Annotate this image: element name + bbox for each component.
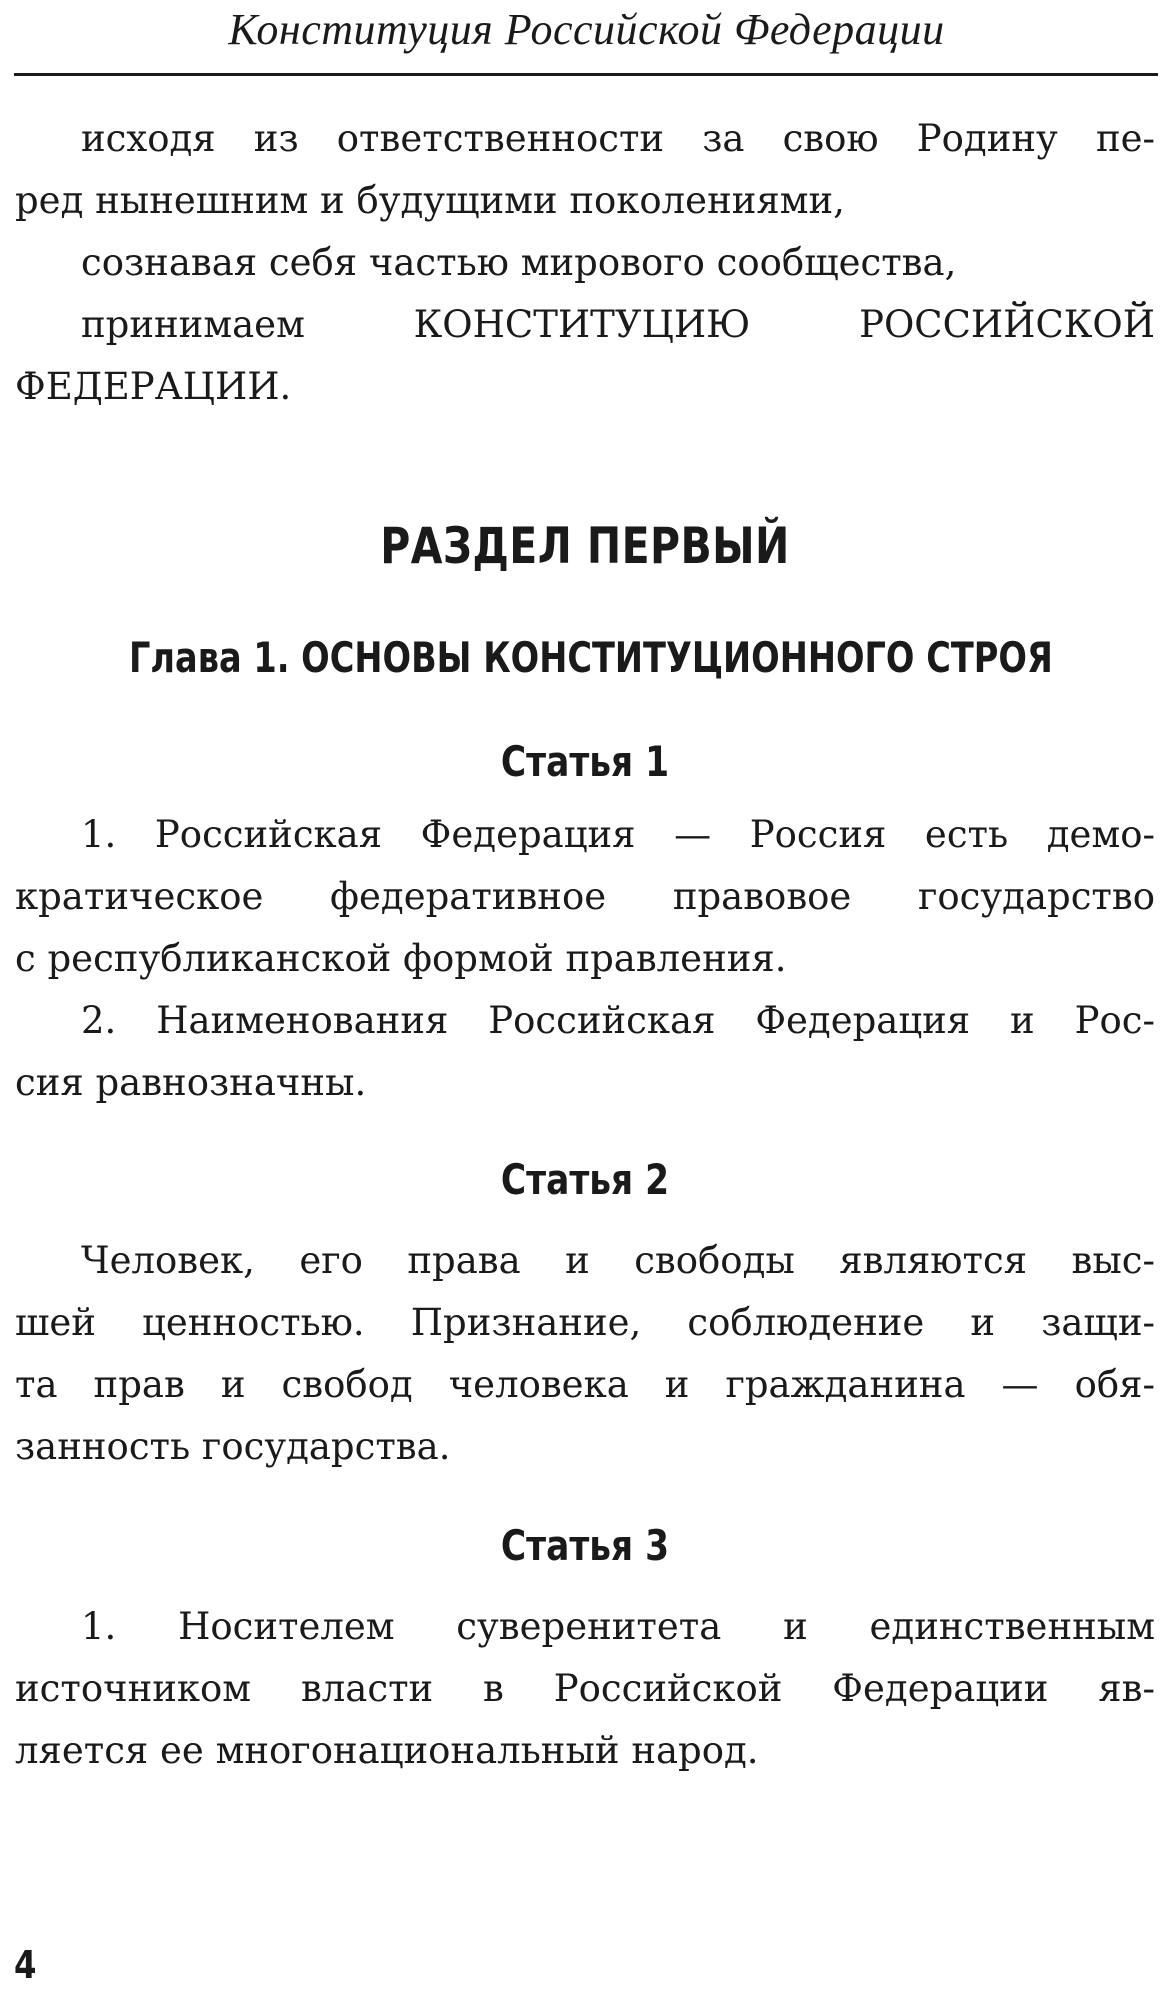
- header-rule: [14, 73, 1158, 76]
- section-title: РАЗДЕЛ ПЕРВЫЙ: [380, 517, 790, 575]
- article-text: [15, 1230, 1155, 1478]
- article-line: кратическое федеративное правовое государство: [15, 875, 1155, 918]
- preamble-line: исходя из ответственности за свою Родину пе-: [81, 117, 1155, 160]
- article-title: Статья 1: [500, 737, 670, 786]
- preamble-line: принимаем КОНСТИТУЦИЮ РОССИЙСКОЙ: [81, 303, 1155, 346]
- page-number: 4: [14, 1943, 37, 1987]
- article-line: занность государства.: [15, 1425, 451, 1468]
- article-line: Человек, его права и свободы являются выс-: [81, 1239, 1155, 1282]
- running-header: Конституция Российской Федерации: [228, 5, 945, 54]
- article-line: источником власти в Российской Федерации яв-: [15, 1667, 1155, 1710]
- article-line: 1. Носителем суверенитета и единственным: [81, 1605, 1155, 1648]
- article-line: 1. Российская Федерация — Россия есть демо-: [81, 813, 1155, 856]
- preamble-line: ред нынешним и будущими поколениями,: [15, 179, 845, 222]
- chapter-title: Глава 1. ОСНОВЫ КОНСТИТУЦИОННОГО СТРОЯ: [129, 633, 1053, 682]
- article-line: 2. Наименования Российская Федерация и Рос-: [81, 999, 1155, 1042]
- preamble-line: ФЕДЕРАЦИИ.: [15, 365, 292, 408]
- article-text: [15, 1596, 1155, 1782]
- preamble-line: сознавая себя частью мирового сообщества,: [81, 241, 957, 284]
- article-line: та прав и свобод человека и гражданина — обя-: [15, 1363, 1155, 1406]
- article-line: сия равнозначны.: [15, 1061, 367, 1104]
- page-content: [15, 108, 1155, 1782]
- article-line: ляется ее многонациональный народ.: [15, 1729, 759, 1772]
- preamble-paragraph: [15, 108, 1155, 418]
- article-text: [15, 804, 1155, 1114]
- article-line: шей ценностью. Признание, соблюдение и защи-: [15, 1301, 1155, 1344]
- article-title: Статья 3: [500, 1521, 670, 1570]
- article-line: с республиканской формой правления.: [15, 937, 787, 980]
- article-title: Статья 2: [500, 1155, 670, 1204]
